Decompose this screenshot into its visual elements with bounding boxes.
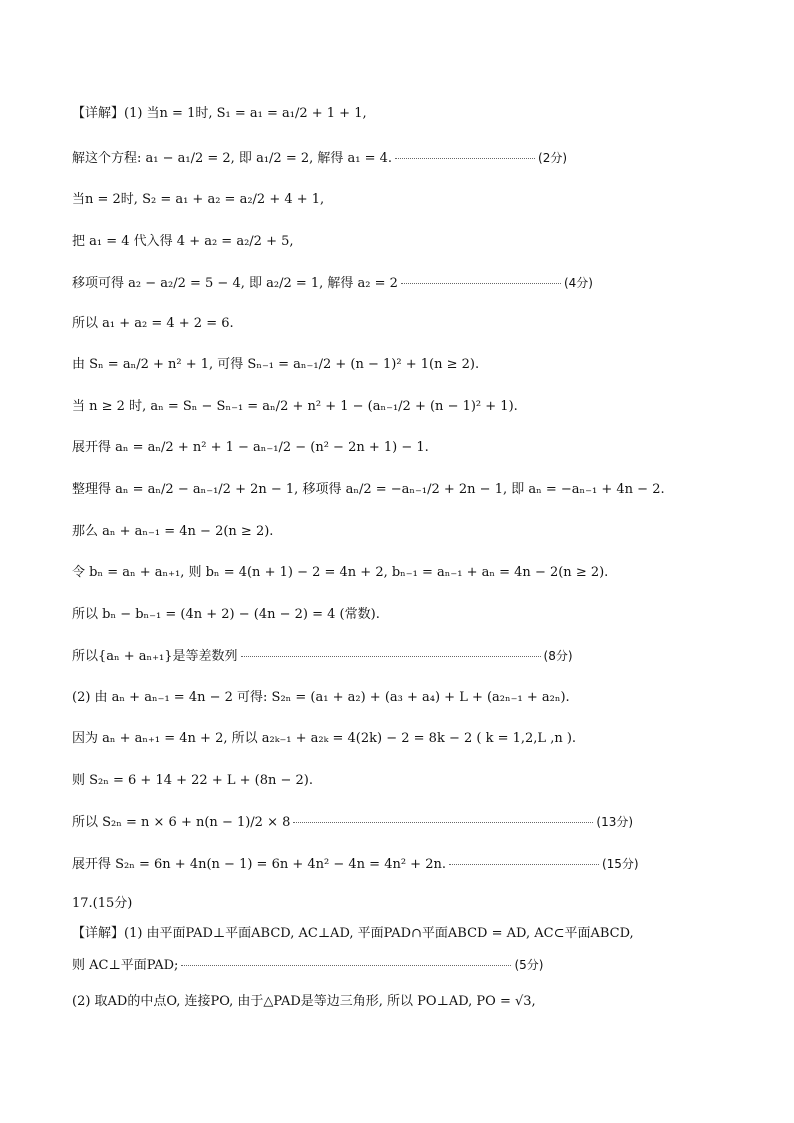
text-line: (2) 取AD的中点O, 连接PO, 由于△PAD是等边三角形, 所以 PO⊥AD, PO = √3, (72, 994, 536, 1009)
text-line: 【详解】(1) 由平面PAD⊥平面ABCD, AC⊥AD, 平面PAD∩平面ABCD = AD, AC⊂平面ABCD, (72, 926, 634, 941)
text-line: 令 bₙ = aₙ + aₙ₊₁, 则 bₙ = 4(n + 1) − 2 = 4n + 2, bₙ₋₁ = aₙ₋₁ + aₙ = 4n − 2(n ≥ 2). (72, 565, 609, 580)
text-line: 展开得 aₙ = aₙ/2 + n² + 1 − aₙ₋₁/2 − (n² − 2n + 1) − 1. (72, 440, 429, 455)
score-label: (2分) (538, 151, 568, 165)
text-line: 那么 aₙ + aₙ₋₁ = 4n − 2(n ≥ 2). (72, 524, 274, 539)
text-line: 移项可得 a₂ − a₂/2 = 5 − 4, 即 a₂/2 = 1, 解得 a₂ = 2 (4分) (72, 276, 593, 291)
text-line: 【详解】(1) 当n = 1时, S₁ = a₁ = a₁/2 + 1 + 1, (72, 106, 367, 121)
text-line: 展开得 S₂ₙ = 6n + 4n(n − 1) = 6n + 4n² − 4n = 4n² + 2n. (15分) (72, 857, 639, 872)
score-label: (5分) (514, 958, 544, 972)
text-line: 则 AC⊥平面PAD; (5分) (72, 958, 544, 973)
text-line: 由 Sₙ = aₙ/2 + n² + 1, 可得 Sₙ₋₁ = aₙ₋₁/2 + (n − 1)² + 1(n ≥ 2). (72, 357, 480, 372)
text-line: 整理得 aₙ = aₙ/2 − aₙ₋₁/2 + 2n − 1, 移项得 aₙ/2 = −aₙ₋₁/2 + 2n − 1, 即 aₙ = −aₙ₋₁ + 4n − 2. (72, 482, 665, 497)
text-line: 当 n ≥ 2 时, aₙ = Sₙ − Sₙ₋₁ = aₙ/2 + n² + 1 − (aₙ₋₁/2 + (n − 1)² + 1). (72, 399, 518, 414)
score-label: (8分) (543, 649, 573, 663)
leader-dots (401, 283, 561, 284)
leader-dots (395, 158, 535, 159)
text-line: 所以 bₙ − bₙ₋₁ = (4n + 2) − (4n − 2) = 4 (常数). (72, 607, 380, 622)
text-line: 所以{aₙ + aₙ₊₁}是等差数列 (8分) (72, 649, 573, 664)
score-label: (15分) (601, 857, 639, 871)
leader-dots (293, 822, 593, 823)
text-line: 把 a₁ = 4 代入得 4 + a₂ = a₂/2 + 5, (72, 234, 294, 249)
text-line: 解这个方程: a₁ − a₁/2 = 2, 即 a₁/2 = 2, 解得 a₁ = 4. (2分) (72, 151, 568, 166)
text-line: 当n = 2时, S₂ = a₁ + a₂ = a₂/2 + 4 + 1, (72, 192, 325, 207)
score-label: (13分) (596, 815, 634, 829)
text-line: 所以 a₁ + a₂ = 4 + 2 = 6. (72, 316, 234, 331)
text-line: (2) 由 aₙ + aₙ₋₁ = 4n − 2 可得: S₂ₙ = (a₁ + a₂) + (a₃ + a₄) + L + (a₂ₙ₋₁ + a₂ₙ). (72, 690, 570, 705)
leader-dots (181, 965, 511, 966)
question-number: 17.(15分) (72, 896, 133, 911)
text-line: 所以 S₂ₙ = n × 6 + n(n − 1)/2 × 8 (13分) (72, 815, 634, 830)
text-line: 因为 aₙ + aₙ₊₁ = 4n + 2, 所以 a₂ₖ₋₁ + a₂ₖ = 4(2k) − 2 = 8k − 2 ( k = 1,2,L ,n ). (72, 731, 577, 746)
leader-dots (241, 656, 541, 657)
score-label: (4分) (563, 276, 593, 290)
text-line: 则 S₂ₙ = 6 + 14 + 22 + L + (8n − 2). (72, 773, 313, 788)
leader-dots (449, 864, 599, 865)
